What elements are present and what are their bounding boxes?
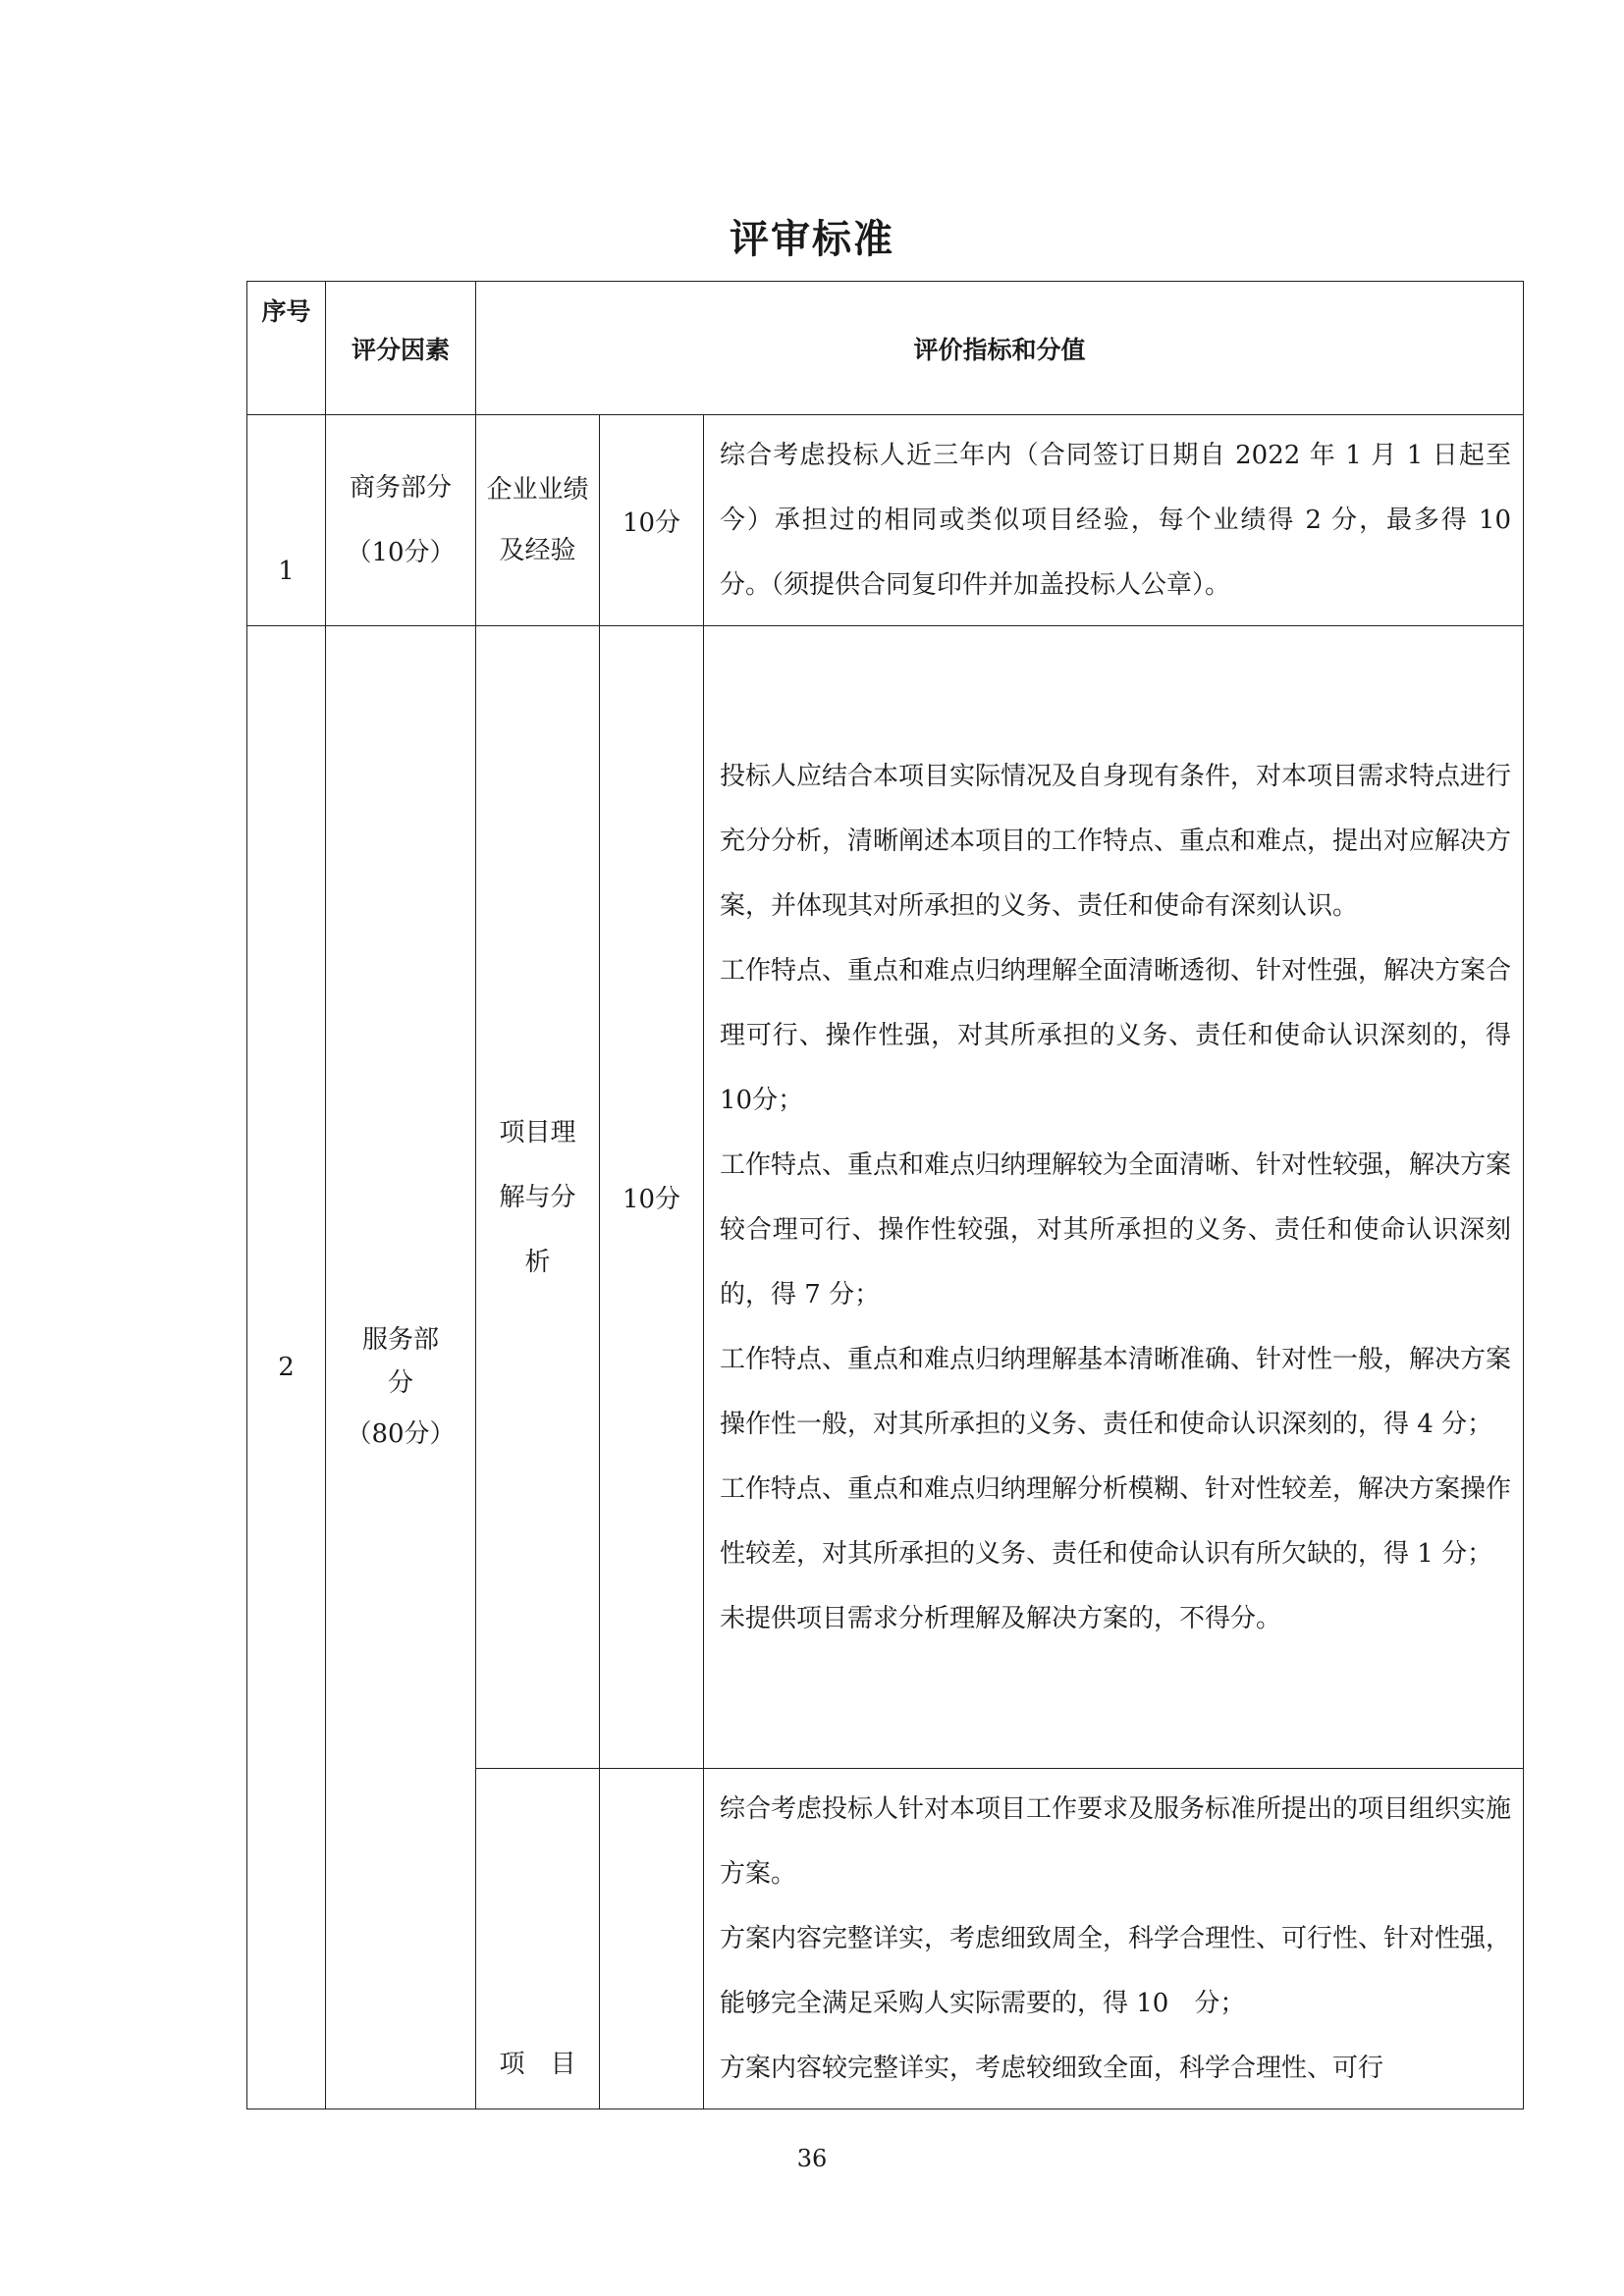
header-criteria: 评价指标和分值 (476, 282, 1524, 415)
criteria-paragraph: 工作特点、重点和难点归纳理解较为全面清晰、针对性较强，解决方案较合理可行、操作性较强，对其所承担的义务、责任和使命认识深刻的，得 7 分； (720, 1149, 1512, 1309)
criteria-paragraph: 未提供项目需求分析理解及解决方案的，不得分。 (720, 1603, 1282, 1633)
header-seq: 序号 (247, 282, 326, 415)
criteria-paragraph: 工作特点、重点和难点归纳理解全面清晰透彻、针对性强，解决方案合理可行、操作性强，对其所承担的义务、责任和使命认识深刻的，得10分； (720, 955, 1512, 1115)
criteria-paragraph: 投标人应结合本项目实际情况及自身现有条件，对本项目需求特点进行充分分析，清晰阐述本项目的工作特点、重点和难点，提出对应解决方案，并体现其对所承担的义务、责任和使命有深刻认识。 (720, 761, 1512, 921)
page-title: 评审标准 (730, 217, 894, 262)
criteria-paragraph: 工作特点、重点和难点归纳理解分析模糊、针对性较差，解决方案操作性较差，对其所承担的义务、责任和使命认识有所欠缺的，得 1 分； (720, 1473, 1512, 1569)
sub-item-score: 10分 (600, 626, 704, 1769)
sub-item-name (476, 626, 600, 1769)
criteria-paragraph: 方案内容完整详实，考虑细致周全，科学合理性、可行性、针对性强，能够完全满足采购人实际需要的，得 10 分； (720, 1924, 1512, 2018)
criteria-paragraph: 工作特点、重点和难点归纳理解基本清晰准确、针对性一般，解决方案操作性一般，对其所承担的义务、责任和使命认识深刻的，得 4 分； (720, 1344, 1512, 1439)
factor-points: （10分） (346, 538, 456, 567)
sub-item-name: 项 目 (476, 1769, 600, 2109)
row-seq: 2 (247, 626, 326, 2109)
criteria-paragraph: 综合考虑投标人针对本项目工作要求及服务标准所提出的项目组织实施方案。 (720, 1794, 1512, 1889)
sub-item-label: 企业业绩及经验 (486, 475, 589, 565)
factor-name: 服务部分 (361, 1325, 439, 1398)
row-seq: 1 (247, 415, 326, 626)
sub-item-score: 10分 (600, 415, 704, 626)
table-row (247, 626, 1524, 1769)
factor-name: 商务部分 (349, 473, 452, 503)
sub-item-label: 项目理解与分析 (499, 1117, 576, 1277)
row-factor (326, 415, 476, 626)
scoring-table (246, 281, 1524, 2109)
table-header-row (247, 282, 1524, 415)
row-factor (326, 626, 476, 2109)
criteria-content (704, 626, 1524, 1769)
criteria-paragraph: 方案内容较完整详实，考虑较细致全面，科学合理性、可行 (720, 2054, 1384, 2083)
page-number: 36 (796, 2145, 828, 2172)
criteria-content (704, 415, 1524, 626)
criteria-paragraph: 综合考虑投标人近三年内（合同签订日期自 2022 年 1 月 1 日起至今）承担过的相同或类似项目经验，每个业绩得 2 分，最多得 10 分。（须提供合同复印件并加盖投标人公章）。 (720, 441, 1511, 600)
table-row (247, 415, 1524, 626)
criteria-content (704, 1769, 1524, 2109)
header-factor: 评分因素 (326, 282, 476, 415)
factor-points: （80分） (346, 1419, 456, 1449)
sub-item-score (600, 1769, 704, 2109)
sub-item-name (476, 415, 600, 626)
